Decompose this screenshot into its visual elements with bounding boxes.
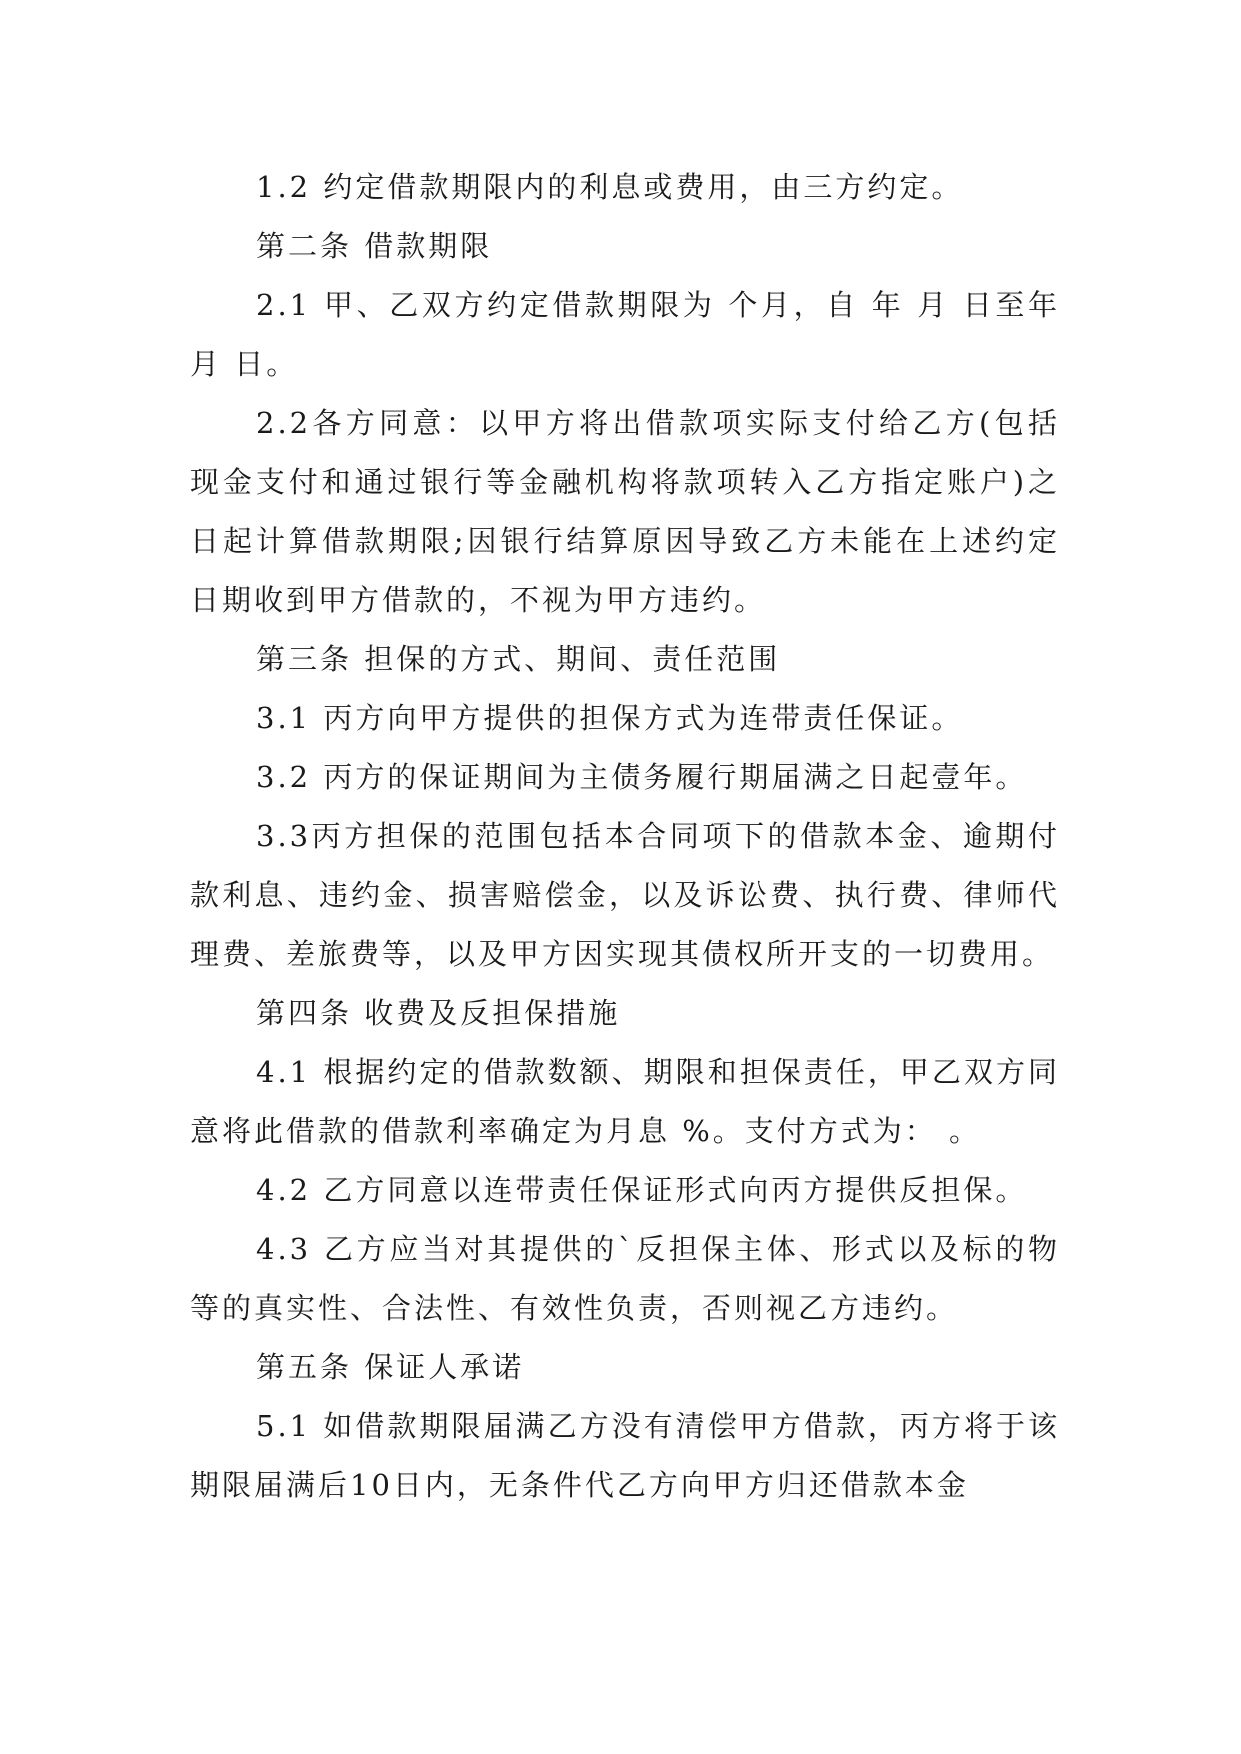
paragraph-1-2-interest: 1.2 约定借款期限内的利息或费用，由三方约定。 [256, 170, 964, 204]
paragraph-5-1-guarantor-promise: 5.1 如借款期限届满乙方没有清偿甲方借款，丙方将于该期限届满后10日内，无条件代乙方向甲方归还借款本金 [190, 1409, 1060, 1502]
paragraph-3-2-guarantee-period: 3.2 丙方的保证期间为主债务履行期届满之日起壹年。 [256, 760, 1028, 794]
contract-body [190, 158, 1060, 1515]
paragraph-4-1-rate: 4.1 根据约定的借款数额、期限和担保责任，甲乙双方同意将此借款的借款利率确定为月息 %。支付方式为： 。 [190, 1055, 1060, 1148]
paragraph-4-2-counter-guarantee: 4.2 乙方同意以连带责任保证形式向丙方提供反担保。 [256, 1173, 1028, 1207]
paragraph-2-2-start-date: 2.2各方同意：以甲方将出借款项实际支付给乙方(包括现金支付和通过银行等金融机构将款项转入乙方指定账户)之日起计算借款期限;因银行结算原因导致乙方未能在上述约定日期收到甲方借款的，不视为甲方违约。 [190, 406, 1060, 617]
paragraph-4-3-responsibility: 4.3 乙方应当对其提供的`反担保主体、形式以及标的物等的真实性、合法性、有效性负责，否则视乙方违约。 [190, 1232, 1060, 1325]
paragraph-3-1-guarantee-type: 3.1 丙方向甲方提供的担保方式为连带责任保证。 [256, 701, 964, 735]
paragraph-2-1-term: 2.1 甲、乙双方约定借款期限为 个月，自 年 月 日至年 月 日。 [190, 288, 1060, 381]
paragraph-3-3-guarantee-scope: 3.3丙方担保的范围包括本合同项下的借款本金、逾期付款利息、违约金、损害赔偿金，以及诉讼费、执行费、律师代理费、差旅费等，以及甲方因实现其债权所开支的一切费用。 [190, 819, 1060, 971]
heading-article-4: 第四条 收费及反担保措施 [256, 996, 621, 1030]
heading-article-5: 第五条 保证人承诺 [256, 1350, 525, 1384]
heading-article-2: 第二条 借款期限 [256, 229, 493, 263]
heading-article-3: 第三条 担保的方式、期间、责任范围 [256, 642, 781, 676]
